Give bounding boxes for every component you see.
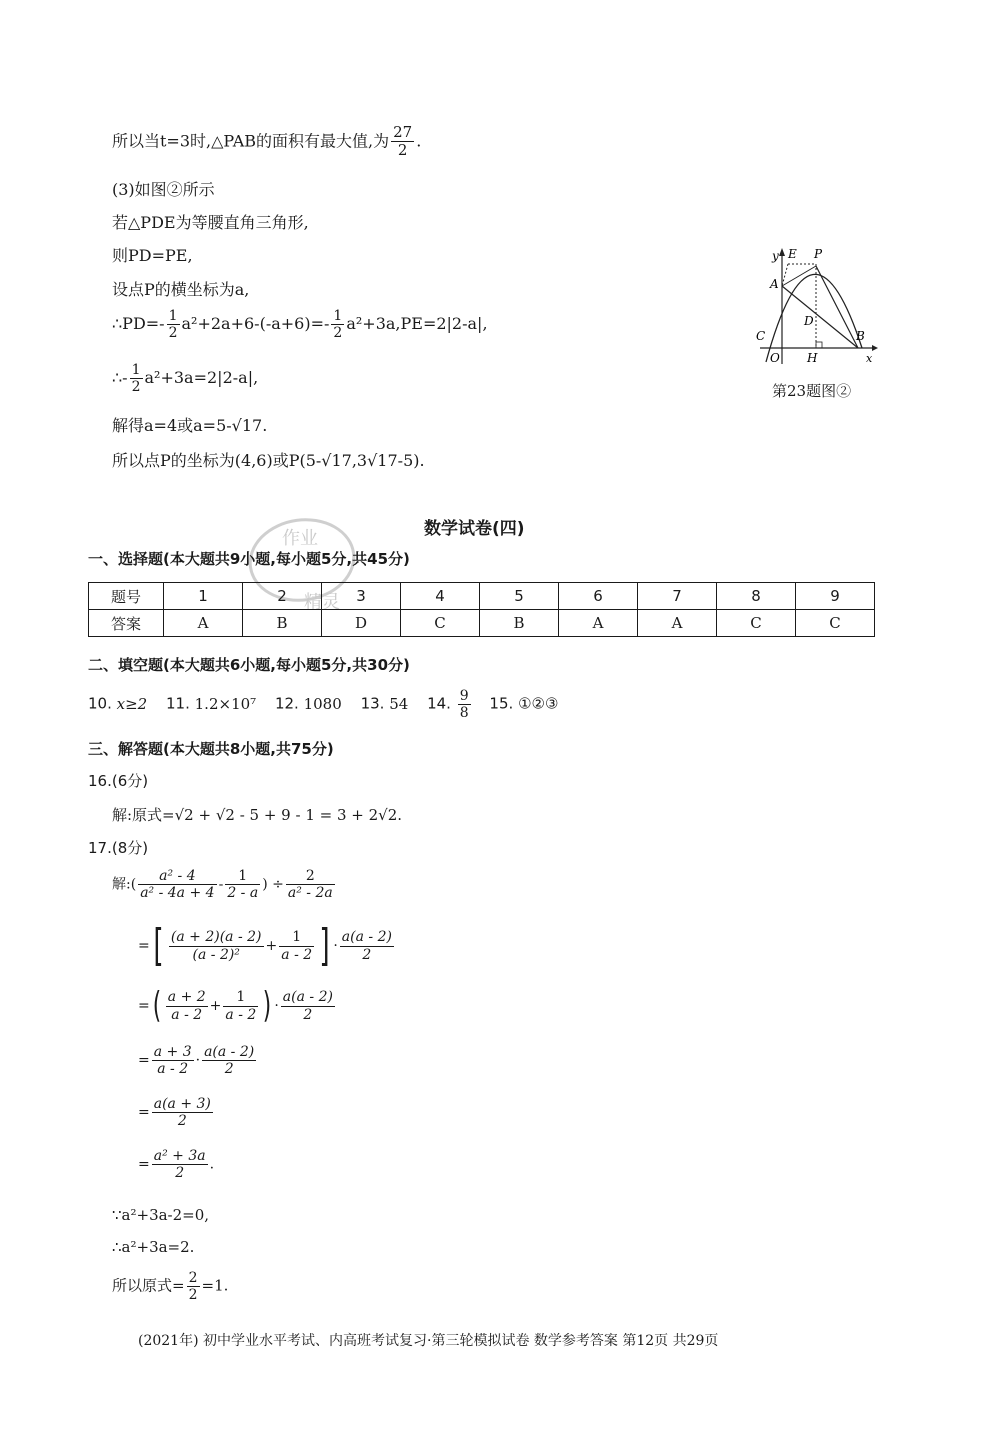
text: 解:( [112,876,137,893]
p23-line3: 若△PDE为等腰直角三角形, [112,213,309,232]
page-footer: (2021年) 初中学业水平考试、内高班考试复习·第三轮模拟试卷 数学参考答案 第12页 共29页 [138,1333,719,1349]
fraction [167,308,180,341]
text: + [265,938,278,954]
denominator: 2 [177,1113,187,1130]
text: = [138,938,150,954]
fraction [152,1096,213,1129]
denominator: 2 [224,1061,234,1078]
table-cell: B [243,610,322,637]
numerator: 27 [393,123,413,141]
denominator: a² - 2a [287,885,333,902]
line-pb [816,266,858,348]
bracket: ] [319,920,330,971]
parabola-curve [766,274,862,362]
table-cell: 5 [480,583,559,610]
text: 解得a=4或a=5- [112,416,232,435]
text: = [138,1104,150,1121]
numerator: 1 [131,362,141,378]
q17-heading: 17.(8分) [88,839,149,857]
text: ∴- [112,368,128,388]
fraction [169,929,264,962]
table-head-cell: 答案 [89,610,164,637]
text: ∴PD=- [112,314,165,334]
table-cell: D [322,610,401,637]
q17-step1 [138,920,396,971]
table-cell: A [559,610,638,637]
table-cell: 1 [164,583,243,610]
label-h: H [807,351,818,365]
denominator: 2 - a [227,885,259,902]
table-cell: C [717,610,796,637]
table-cell: 6 [559,583,638,610]
p23-line7 [112,362,258,395]
q-number: 15. [489,694,514,713]
q-number: 14. [427,694,451,713]
fraction [340,929,394,962]
figure-caption: 第23题图② [772,382,852,400]
right-angle-mark [816,342,822,348]
denominator: a - 2 [281,946,313,963]
line-ab [782,286,858,348]
q-number: 11. [166,694,190,713]
sqrt: √17 [231,416,263,435]
fraction [138,868,216,901]
text: · [195,1052,201,1069]
numerator: 1 [223,989,258,1006]
text: a²+2a+6-(-a+6)=- [181,314,330,334]
text: = [138,1156,150,1173]
table-cell: C [401,610,480,637]
label-e: E [788,247,797,261]
denominator: 2 [175,1165,185,1182]
parabola-diagram [752,244,882,372]
numerator: a(a - 2) [282,989,333,1006]
label-x: x [866,352,873,365]
denominator: (a - 2)² [192,946,240,963]
label-y: y [772,249,779,263]
text: · [274,998,279,1014]
denominator: 2 [362,946,372,963]
p23-line4: 则PD=PE, [112,246,193,265]
fraction [225,868,260,901]
numerator: 1 [279,929,314,946]
numerator: a(a - 2) [341,929,392,946]
numerator: a(a + 3) [153,1096,211,1112]
fraction [130,362,143,395]
numerator: a + 2 [167,989,206,1006]
table-cell: A [164,610,243,637]
fraction [286,868,335,901]
denominator: 2 [131,379,141,396]
table-cell: 8 [717,583,796,610]
p23-line5: 设点P的横坐标为a, [112,280,250,299]
p23-line2: (3)如图②所示 [112,180,215,199]
q17-step2 [138,985,337,1026]
fraction [281,989,335,1022]
fraction [279,929,314,962]
q16-solution: 解:原式=√2 + √2 - 5 + 9 - 1 = 3 + 2√2. [112,806,403,824]
text: - [218,876,224,893]
label-o: O [770,351,780,365]
numerator: a(a - 2) [204,1044,255,1060]
numerator: a + 3 [153,1044,192,1060]
text: ) ÷ [262,876,284,893]
section-solve-heading: 三、解答题(本大题共8小题,共75分) [88,740,334,758]
numerator: a² - 4 [138,868,216,885]
table-cell: 9 [796,583,875,610]
text: = [138,998,150,1014]
table-head-cell: 题号 [89,583,164,610]
label-c: C [756,329,766,343]
label-b: B [856,329,865,343]
q17-step4 [138,1096,215,1129]
fraction [391,124,414,160]
fraction [152,1148,208,1181]
denominator: 2 [333,325,343,342]
q-number: 12. [274,694,299,713]
table-cell: B [480,610,559,637]
text: · [333,938,338,954]
text: a²+3a,PE=2|2-a|, [346,314,488,334]
denominator: 2 [397,141,408,160]
text: . [416,131,422,151]
denominator: 8 [459,705,469,722]
p23-line9: 所以点P的坐标为(4,6)或P(5-√17,3√17-5). [112,451,425,470]
paren: ) [263,985,272,1026]
denominator: a - 2 [171,1006,203,1023]
paren: ( [152,985,161,1026]
fill-answers [88,688,558,721]
fraction [187,1270,200,1303]
answer: 1080 [303,694,342,713]
numerator: 1 [333,308,343,324]
exam-title: 数学试卷(四) [424,519,525,539]
bracket: [ [153,920,164,971]
watermark-text-top: 作业 [282,528,318,549]
fraction [166,989,208,1022]
numerator: a² + 3a [153,1148,206,1164]
answer: 1.2×10⁷ [194,694,257,713]
q17-step5 [138,1148,214,1181]
numerator: 2 [188,1270,198,1286]
q17-line2: ∴a²+3a=2. [112,1238,195,1256]
denominator: a² - 4a + 4 [140,885,215,902]
table-cell: 3 [322,583,401,610]
section-fill-heading: 二、填空题(本大题共6小题,每小题5分,共30分) [88,656,410,674]
text: . [262,416,268,435]
text: + [209,998,222,1014]
fraction [223,989,258,1022]
text: = [138,1052,150,1069]
p23-line1 [112,124,421,160]
answer: 54 [389,694,409,713]
table-cell: 2 [243,583,322,610]
table-row-answers [89,610,875,637]
denominator: a - 2 [157,1061,189,1078]
p23-line8 [112,413,267,436]
answer: x≥2 [116,694,148,713]
q17-line1: ∵a²+3a-2=0, [112,1206,210,1224]
q-number: 10. [88,694,112,713]
fraction [202,1044,256,1077]
table-row-numbers [89,583,875,610]
denominator: a - 2 [225,1006,257,1023]
q17-step3 [138,1044,258,1077]
label-d: D [804,314,814,328]
numerator: 9 [459,688,469,704]
figure-23-2 [752,244,882,372]
numerator: 1 [168,308,178,324]
section-choice-heading: 一、选择题(本大题共9小题,每小题5分,共45分) [88,550,410,568]
text: =1. [201,1276,229,1295]
label-p: P [814,247,823,261]
text: 所以当t=3时,△PAB的面积有最大值,为 [112,131,390,151]
fraction [458,688,471,721]
table-cell: A [638,610,717,637]
q-number: 13. [360,694,385,713]
table-cell: 7 [638,583,717,610]
table-cell: C [796,610,875,637]
table-cell: 4 [401,583,480,610]
x-axis-arrow [872,345,878,351]
numerator: 2 [286,868,335,885]
q16-heading: 16.(6分) [88,772,149,790]
denominator: 2 [168,325,178,342]
answer: ①②③ [518,694,559,713]
answer-table [88,582,875,637]
denominator: 2 [188,1287,198,1304]
numerator: 1 [225,868,260,885]
fraction [331,308,344,341]
text: 所以原式= [112,1276,185,1295]
q17-line3 [112,1270,228,1303]
y-axis-arrow [779,248,785,256]
label-a: A [770,277,779,291]
text: . [209,1156,215,1173]
numerator: (a + 2)(a - 2) [170,929,262,946]
watermark-text-bottom: 精灵 [304,592,340,613]
q17-step0 [112,868,337,901]
denominator: 2 [303,1006,313,1023]
text: a²+3a=2|2-a|, [144,368,259,388]
p23-line6 [112,308,488,341]
fraction [152,1044,194,1077]
